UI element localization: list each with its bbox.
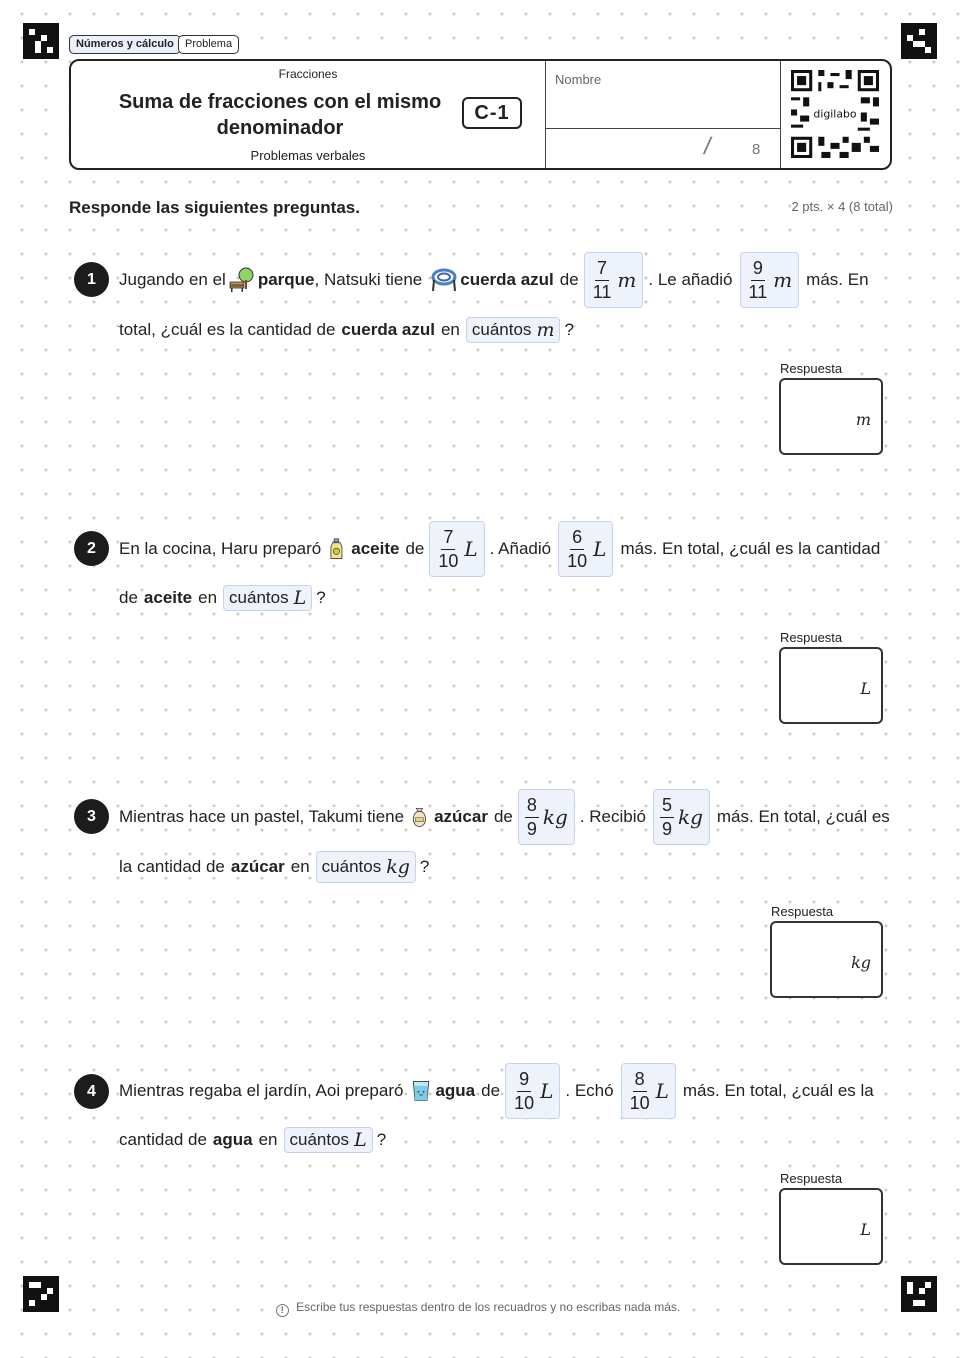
fraction <box>558 521 613 577</box>
keyword: azúcar <box>434 807 488 826</box>
text: en <box>290 857 310 876</box>
text: de <box>559 270 579 289</box>
keyword: aceite <box>351 539 400 558</box>
answer-label: Respuesta <box>780 361 843 376</box>
answer-label: Respuesta <box>780 630 843 645</box>
text: En la cocina, Haru preparó <box>119 539 322 558</box>
numerator: 8 <box>633 1068 647 1092</box>
answer-unit: kg <box>851 953 871 972</box>
numerator: 8 <box>525 794 539 818</box>
denominator: 10 <box>567 550 588 571</box>
text: ? <box>316 588 326 607</box>
text: más. En total, ¿cuál es <box>716 807 890 826</box>
answer-label: Respuesta <box>780 1171 843 1186</box>
text: . Añadió <box>489 539 552 558</box>
alignment-marker-top-left <box>23 23 59 59</box>
question-number: 3 <box>74 799 109 834</box>
title-area <box>71 61 545 168</box>
keyword: cuerda azul <box>460 270 554 289</box>
unit: L <box>293 587 307 609</box>
answer-box[interactable] <box>779 378 883 455</box>
tag-type: Problema <box>178 35 239 54</box>
worksheet-code: C-1 <box>462 97 522 129</box>
question-line <box>119 1110 386 1170</box>
text: Mientras hace un pastel, Takumi tiene <box>119 807 405 826</box>
fraction <box>584 252 644 308</box>
unit: m <box>617 268 637 292</box>
text: más. En total, ¿cuál es la <box>682 1081 874 1100</box>
unit: kg <box>386 856 410 878</box>
numerator: 9 <box>517 1068 531 1092</box>
question-number: 2 <box>74 531 109 566</box>
text: . Le añadió <box>648 270 733 289</box>
unit: L <box>540 1079 554 1103</box>
keyword: azúcar <box>230 857 285 876</box>
text: Jugando en el <box>119 270 226 289</box>
question-line <box>119 568 326 628</box>
fraction <box>505 1063 560 1119</box>
numerator: 7 <box>595 257 609 281</box>
water-glass-icon <box>409 1077 433 1105</box>
instructions: Responde las siguientes preguntas. <box>69 198 360 217</box>
text: cuántos <box>471 320 532 339</box>
text: cuántos <box>229 588 289 607</box>
question-number: 4 <box>74 1074 109 1109</box>
blue-rope-icon <box>430 266 458 294</box>
subtitle: Problemas verbales <box>250 148 366 163</box>
text: de <box>119 588 138 607</box>
denominator: 11 <box>748 281 768 302</box>
alignment-marker-top-right <box>901 23 937 59</box>
name-score-area <box>545 61 781 168</box>
unit-question-box <box>284 1127 373 1153</box>
keyword: agua <box>212 1130 253 1149</box>
text: cantidad de <box>119 1130 207 1149</box>
page-title: Suma de fracciones con el mismo denominador <box>118 91 442 139</box>
numerator: 5 <box>660 794 674 818</box>
worksheet-header <box>69 59 892 170</box>
fraction <box>429 521 484 577</box>
text: en <box>440 320 460 339</box>
oil-bottle-icon <box>327 535 349 563</box>
text: más. En total, ¿cuál es la cantidad <box>620 539 881 558</box>
qr-label: digilabo <box>813 107 857 121</box>
text: de <box>481 1081 501 1100</box>
unit-question-box <box>223 585 312 611</box>
answer-label: Respuesta <box>771 904 834 919</box>
text: ? <box>419 857 430 876</box>
category-label: Fracciones <box>278 67 338 81</box>
text: total, ¿cuál es la cantidad de <box>119 320 336 339</box>
denominator: 10 <box>629 1092 650 1113</box>
unit: L <box>354 1129 367 1151</box>
denominator: 10 <box>438 550 459 571</box>
text: cuántos <box>321 857 382 876</box>
keyword: parque <box>257 270 315 289</box>
denominator: 10 <box>514 1092 535 1113</box>
unit: m <box>536 319 555 341</box>
question-number: 1 <box>74 262 109 297</box>
numerator: 9 <box>751 257 765 281</box>
unit: L <box>655 1079 669 1103</box>
text: de <box>405 539 425 558</box>
text: más. En <box>806 270 869 289</box>
text: , Natsuki tiene <box>314 270 423 289</box>
denominator: 9 <box>661 818 672 839</box>
footer-note <box>0 1300 960 1317</box>
text: Mientras regaba el jardín, Aoi preparó <box>119 1081 404 1100</box>
name-label: Nombre <box>555 72 602 87</box>
points-info: 2 pts. × 4 (8 total) <box>791 199 893 214</box>
answer-box[interactable] <box>770 921 883 998</box>
info-icon: ! <box>276 1304 289 1317</box>
unit: kg <box>542 805 568 829</box>
unit: m <box>773 268 793 292</box>
answer-unit: m <box>855 410 871 429</box>
fraction <box>740 252 800 308</box>
text: ? <box>376 1130 387 1149</box>
text: en <box>258 1130 278 1149</box>
question-line <box>119 837 429 897</box>
divider <box>546 128 781 129</box>
score-slash: / <box>701 133 714 160</box>
text: . Echó <box>565 1081 614 1100</box>
text: ? <box>564 320 574 339</box>
denominator: 11 <box>592 281 612 302</box>
score-total: 8 <box>752 141 761 158</box>
answer-unit: L <box>860 1220 871 1239</box>
fraction <box>518 789 575 845</box>
park-bench-tree-icon <box>228 266 256 294</box>
keyword: agua <box>435 1081 476 1100</box>
answer-box[interactable] <box>779 647 883 724</box>
fraction <box>621 1063 676 1119</box>
answer-box[interactable] <box>779 1188 883 1265</box>
tag-subject: Números y cálculo <box>69 35 181 54</box>
text: . Recibió <box>579 807 646 826</box>
qr-code-icon <box>791 70 879 158</box>
text: de <box>493 807 513 826</box>
footer-text: Escribe tus respuestas dentro de los recuadros y no escribas nada más. <box>292 1300 684 1314</box>
fraction <box>653 789 710 845</box>
numerator: 7 <box>441 526 455 550</box>
unit-question-box <box>316 851 416 883</box>
text: en <box>198 588 218 607</box>
denominator: 9 <box>526 818 537 839</box>
text: la cantidad de <box>119 857 225 876</box>
unit: L <box>464 537 478 561</box>
sugar-bag-icon <box>410 803 432 831</box>
unit-question-box <box>466 317 561 343</box>
unit: L <box>593 537 607 561</box>
question-line <box>119 300 574 360</box>
answer-unit: L <box>860 679 871 698</box>
keyword: cuerda azul <box>341 320 435 339</box>
text: cuántos <box>289 1130 350 1149</box>
numerator: 6 <box>570 526 584 550</box>
unit: kg <box>677 805 703 829</box>
keyword: aceite <box>143 588 193 607</box>
